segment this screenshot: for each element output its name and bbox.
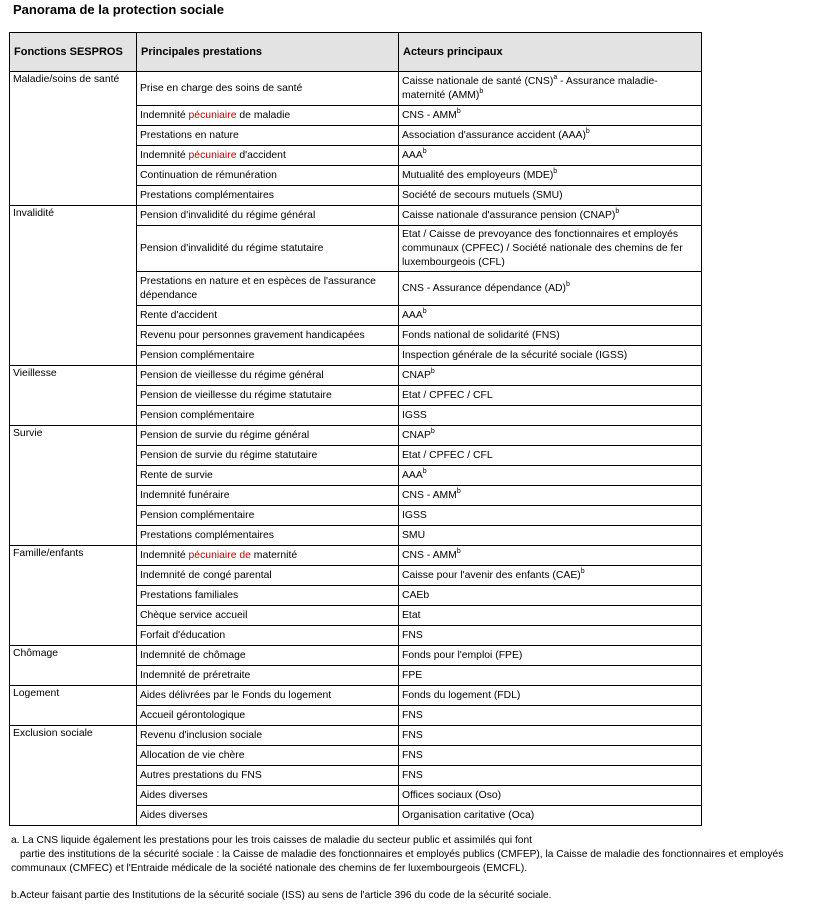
footnote-marker: b: [456, 107, 461, 115]
table-row: [10, 206, 702, 226]
actor-cell: [399, 406, 702, 426]
actor-text: FNS: [402, 769, 423, 781]
header-benefits: Principales prestations: [137, 33, 399, 72]
actor-cell: [399, 706, 702, 726]
benefit-text: Indemnité: [140, 549, 189, 561]
actor-cell: [399, 746, 702, 766]
function-cell: Maladie/soins de santé: [10, 72, 137, 206]
benefit-text: Continuation de rémunération: [140, 169, 277, 181]
actor-cell: [399, 726, 702, 746]
actor-text: FNS: [402, 709, 423, 721]
benefit-cell: [137, 646, 399, 666]
table-row: [10, 686, 702, 706]
actor-cell: [399, 306, 702, 326]
table-row: [10, 546, 702, 566]
benefit-cell: [137, 346, 399, 366]
actor-cell: [399, 506, 702, 526]
actor-text: FNS: [402, 749, 423, 761]
benefit-text: Indemnité de chômage: [140, 649, 246, 661]
benefit-cell: [137, 72, 399, 106]
actor-cell: [399, 606, 702, 626]
actor-text: IGSS: [402, 509, 427, 521]
actor-cell: [399, 666, 702, 686]
benefit-text: Indemnité funéraire: [140, 489, 230, 501]
actor-cell: [399, 186, 702, 206]
actor-cell: [399, 466, 702, 486]
footnote-marker: b: [422, 147, 427, 155]
benefit-cell: [137, 586, 399, 606]
benefit-cell: [137, 272, 399, 306]
benefit-cell: [137, 306, 399, 326]
actor-cell: [399, 166, 702, 186]
actor-text: AAA: [402, 469, 423, 481]
page-title: Panorama de la protection sociale: [13, 2, 224, 17]
benefit-highlight: pécuniaire de: [188, 549, 251, 561]
table-row: [10, 646, 702, 666]
benefit-text: Pension d'invalidité du régime général: [140, 209, 316, 221]
actor-text: Offices sociaux (Oso): [402, 789, 502, 801]
footnote-a-line-2: partie des institutions de la sécurité sociale : la Caisse de maladie des fonctionnaires et employés publics (CMFEP), la Caisse de maladie des fonctionnaires et employés: [20, 849, 784, 860]
actor-text: AAA: [402, 309, 423, 321]
actor-text: Inspection générale de la sécurité sociale (IGSS): [402, 349, 628, 361]
benefit-text: d'accident: [236, 149, 286, 161]
actor-text: FNS: [402, 729, 423, 741]
footnote-marker: b: [456, 487, 461, 495]
benefit-cell: [137, 606, 399, 626]
footnote-marker: b: [585, 127, 590, 135]
benefit-cell: [137, 786, 399, 806]
actor-text: AAA: [402, 149, 423, 161]
table-row: [10, 426, 702, 446]
benefit-text: Aides diverses: [140, 809, 208, 821]
benefit-cell: [137, 566, 399, 586]
benefit-cell: [137, 506, 399, 526]
actor-cell: [399, 786, 702, 806]
benefit-text: Pension de survie du régime statutaire: [140, 449, 318, 461]
benefit-text: Indemnité: [140, 149, 189, 161]
benefit-text: maternité: [250, 549, 298, 561]
actor-cell: [399, 486, 702, 506]
benefit-cell: [137, 206, 399, 226]
benefit-text: Pension de vieillesse du régime statutaire: [140, 389, 332, 401]
actor-cell: [399, 386, 702, 406]
benefit-cell: [137, 446, 399, 466]
benefit-cell: [137, 706, 399, 726]
actor-text: Association d'assurance accident (AAA): [402, 129, 586, 141]
footnote-marker: b: [430, 427, 435, 435]
benefit-text: Prestations familiales: [140, 589, 239, 601]
benefit-text: Prestations en nature et en espèces de l'assurance dépendance: [140, 275, 376, 301]
actor-text: Société de secours mutuels (SMU): [402, 189, 563, 201]
table-row: [10, 366, 702, 386]
benefit-cell: [137, 806, 399, 826]
header-actors: Acteurs principaux: [399, 33, 702, 72]
header-functions: Fonctions SESPROS: [10, 33, 137, 72]
benefit-cell: [137, 146, 399, 166]
footnote-marker: b: [430, 367, 435, 375]
function-cell: Survie: [10, 426, 137, 546]
table-row: [10, 72, 702, 106]
benefit-cell: [137, 406, 399, 426]
benefit-text: Revenu d'inclusion sociale: [140, 729, 263, 741]
function-cell: Exclusion sociale: [10, 726, 137, 826]
benefit-text: Chèque service accueil: [140, 609, 248, 621]
benefit-text: Autres prestations du FNS: [140, 769, 262, 781]
function-cell: Invalidité: [10, 206, 137, 366]
benefit-cell: [137, 426, 399, 446]
actor-cell: [399, 546, 702, 566]
actor-cell: [399, 626, 702, 646]
footnote-marker: b: [422, 307, 427, 315]
footnote-marker: b: [553, 167, 558, 175]
actor-cell: [399, 126, 702, 146]
benefit-cell: [137, 166, 399, 186]
table-body: [10, 72, 702, 826]
benefit-text: Pension complémentaire: [140, 409, 255, 421]
actor-cell: [399, 426, 702, 446]
benefit-cell: [137, 126, 399, 146]
benefit-cell: [137, 666, 399, 686]
benefit-text: Pension de vieillesse du régime général: [140, 369, 324, 381]
benefit-cell: [137, 686, 399, 706]
footnote-marker: b: [422, 467, 427, 475]
actor-text: Etat / CPFEC / CFL: [402, 449, 493, 461]
benefit-text: Pension d'invalidité du régime statutaire: [140, 242, 324, 254]
actor-cell: [399, 146, 702, 166]
benefit-text: Accueil gérontologique: [140, 709, 246, 721]
actor-text: CNS - AMM: [402, 109, 457, 121]
actor-cell: [399, 206, 702, 226]
benefit-cell: [137, 546, 399, 566]
benefit-text: Forfait d'éducation: [140, 629, 226, 641]
benefit-text: Indemnité de congé parental: [140, 569, 272, 581]
function-cell: Famille/enfants: [10, 546, 137, 646]
footnote-a: [11, 834, 839, 876]
footnote-marker: b: [456, 547, 461, 555]
actor-text: CNAP: [402, 369, 431, 381]
benefit-text: Indemnité: [140, 109, 189, 121]
actor-text: CNAP: [402, 429, 431, 441]
benefit-cell: [137, 466, 399, 486]
benefit-cell: [137, 186, 399, 206]
footnote-marker: b: [580, 567, 585, 575]
function-cell: Vieillesse: [10, 366, 137, 426]
actor-text: Etat / Caisse de prevoyance des fonctionnaires et employés communaux (CPFEC) / Société nationale des chemins de fer luxembourgeois (CFL): [402, 228, 683, 268]
benefit-highlight: pécuniaire: [188, 149, 237, 161]
benefit-cell: [137, 726, 399, 746]
actor-text: FNS: [402, 629, 423, 641]
actor-cell: [399, 646, 702, 666]
benefit-cell: [137, 226, 399, 272]
benefit-text: Aides diverses: [140, 789, 208, 801]
benefit-cell: [137, 526, 399, 546]
benefit-text: Allocation de vie chère: [140, 749, 245, 761]
actor-text: Mutualité des employeurs (MDE): [402, 169, 554, 181]
benefit-cell: [137, 486, 399, 506]
benefit-text: Pension de survie du régime général: [140, 429, 310, 441]
actor-cell: [399, 366, 702, 386]
actor-cell: [399, 526, 702, 546]
actor-text: - Assurance maladie-maternité (AMM): [402, 75, 658, 101]
actor-cell: [399, 806, 702, 826]
actor-cell: [399, 766, 702, 786]
benefit-text: Prestations complémentaires: [140, 529, 274, 541]
benefit-text: Aides délivrées par le Fonds du logement: [140, 689, 332, 701]
footnote-marker: a: [553, 73, 558, 81]
benefit-cell: [137, 766, 399, 786]
footnote-a-line-3: communaux (CMFEC) et l'Entraide médicale de la société nationale des chemins de fer luxembourgeois (EMCFL).: [11, 863, 528, 874]
footnote-b: b.Acteur faisant partie des Institutions de la sécurité sociale (ISS) au sens de l'article 396 du code de la sécurité sociale.: [11, 890, 552, 901]
benefit-text: Pension complémentaire: [140, 509, 255, 521]
function-cell: Logement: [10, 686, 137, 726]
actor-cell: [399, 686, 702, 706]
actor-text: IGSS: [402, 409, 427, 421]
benefit-text: Indemnité de préretraite: [140, 669, 251, 681]
actor-text: FPE: [402, 669, 423, 681]
actor-text: Fonds pour l'emploi (FPE): [402, 649, 523, 661]
benefit-text: Prestations complémentaires: [140, 189, 274, 201]
benefit-cell: [137, 106, 399, 126]
footnote-marker: b: [615, 207, 620, 215]
footnote-marker: b: [566, 280, 570, 288]
footnote-marker: b: [479, 87, 484, 95]
actor-text: SMU: [402, 529, 426, 541]
table-header-row: [10, 33, 702, 72]
benefit-text: Pension complémentaire: [140, 349, 255, 361]
benefit-cell: [137, 386, 399, 406]
benefit-cell: [137, 626, 399, 646]
benefit-text: Rente de survie: [140, 469, 213, 481]
benefit-highlight: pécuniaire: [188, 109, 237, 121]
actor-cell: [399, 446, 702, 466]
benefit-cell: [137, 746, 399, 766]
actor-text: CAEb: [402, 589, 430, 601]
actor-text: CNS - AMM: [402, 489, 457, 501]
social-protection-table: [9, 32, 702, 826]
actor-cell: [399, 272, 702, 306]
actor-text: CNS - Assurance dépendance (AD): [402, 282, 567, 294]
actor-text: Caisse pour l'avenir des enfants (CAE): [402, 569, 581, 581]
actor-text: Caisse nationale de santé (CNS): [402, 75, 554, 87]
actor-text: Etat: [402, 609, 421, 621]
table-row: [10, 726, 702, 746]
actor-cell: [399, 226, 702, 272]
benefit-text: Prestations en nature: [140, 129, 239, 141]
actor-text: Caisse nationale d'assurance pension (CNAP): [402, 209, 616, 221]
benefit-cell: [137, 326, 399, 346]
benefit-text: de maladie: [236, 109, 291, 121]
actor-cell: [399, 326, 702, 346]
benefit-text: Rente d'accident: [140, 309, 218, 321]
footnote-a-line-1: a. La CNS liquide également les prestations pour les trois caisses de maladie du secteur public et assimilés qui font: [11, 835, 532, 846]
actor-cell: [399, 72, 702, 106]
function-cell: Chômage: [10, 646, 137, 686]
benefit-text: Revenu pour personnes gravement handicapées: [140, 329, 365, 341]
actor-text: Etat / CPFEC / CFL: [402, 389, 493, 401]
benefit-text: Prise en charge des soins de santé: [140, 82, 303, 94]
actor-cell: [399, 106, 702, 126]
actor-text: Organisation caritative (Oca): [402, 809, 535, 821]
actor-text: Fonds national de solidarité (FNS): [402, 329, 560, 341]
actor-text: CNS - AMM: [402, 549, 457, 561]
actor-text: Fonds du logement (FDL): [402, 689, 521, 701]
actor-cell: [399, 566, 702, 586]
actor-cell: [399, 346, 702, 366]
actor-cell: [399, 586, 702, 606]
benefit-cell: [137, 366, 399, 386]
